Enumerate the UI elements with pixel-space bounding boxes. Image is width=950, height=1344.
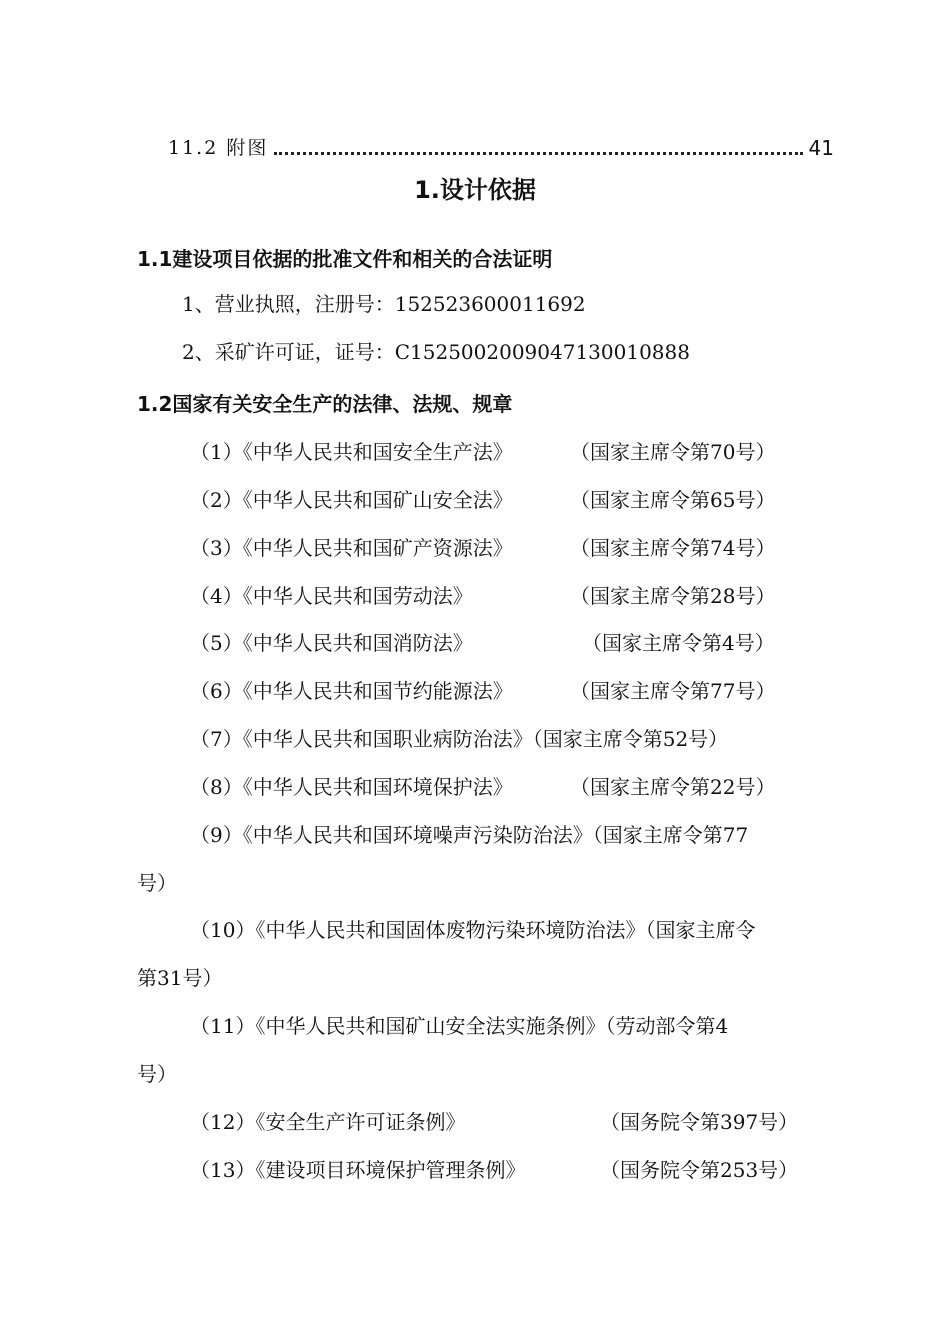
toc-label: 11.2 附图 <box>168 137 269 159</box>
mining-permit-item: 2、采矿许可证，证号：C1525002009047130010888 <box>182 340 690 364</box>
section-title: 1.设计依据 <box>414 176 536 204</box>
law-note: （国家主席令第22号） <box>570 775 776 799</box>
law-title: （3）《中华人民共和国矿产资源法》 <box>190 536 513 560</box>
law-title: （6）《中华人民共和国节约能源法》 <box>190 679 513 703</box>
law-item-3 <box>190 532 776 561</box>
law-note: （国家主席令第65号） <box>570 488 776 512</box>
law-title: （8）《中华人民共和国环境保护法》 <box>190 775 513 799</box>
law-item-5 <box>190 627 775 656</box>
law-item-11-line1: （11）《中华人民共和国矿山安全法实施条例》（劳动部令第4 <box>190 1014 729 1038</box>
regulation-item-13 <box>190 1154 799 1183</box>
subsection-heading-1-1: 1.1建设项目依据的批准文件和相关的合法证明 <box>137 247 553 271</box>
toc-page-number: 41 <box>808 136 834 160</box>
law-title: （4）《中华人民共和国劳动法》 <box>190 584 473 608</box>
regulation-note: （国务院令第253号） <box>600 1158 799 1182</box>
law-item-11-line2: 号） <box>137 1062 177 1086</box>
toc-entry[interactable] <box>168 132 834 160</box>
law-item-9-line2: 号） <box>137 871 177 895</box>
subsection-heading-1-2: 1.2国家有关安全生产的法律、法规、规章 <box>137 392 513 416</box>
law-title: （2）《中华人民共和国矿山安全法》 <box>190 488 513 512</box>
law-title: （5）《中华人民共和国消防法》 <box>190 631 473 655</box>
law-title: （7）《中华人民共和国职业病防治法》（国家主席令第52号） <box>190 727 729 751</box>
law-title: （1）《中华人民共和国安全生产法》 <box>190 440 513 464</box>
business-license-item: 1、营业执照，注册号：152523600011692 <box>182 292 586 316</box>
regulation-title: （13）《建设项目环境保护管理条例》 <box>190 1158 526 1182</box>
law-note: （国家主席令第70号） <box>570 440 776 464</box>
law-item-9-line1: （9）《中华人民共和国环境噪声污染防治法》（国家主席令第77 <box>190 823 749 847</box>
law-item-10-line2: 第31号） <box>137 966 223 990</box>
regulation-note: （国务院令第397号） <box>600 1110 799 1134</box>
law-note: （国家主席令第4号） <box>582 631 775 655</box>
law-item-8 <box>190 771 776 800</box>
law-item-1 <box>190 436 776 465</box>
law-item-2 <box>190 484 776 513</box>
regulation-title: （12）《安全生产许可证条例》 <box>190 1110 466 1134</box>
law-note: （国家主席令第74号） <box>570 536 776 560</box>
law-item-4 <box>190 580 776 609</box>
law-note: （国家主席令第77号） <box>570 679 776 703</box>
law-item-7 <box>190 723 728 752</box>
law-note: （国家主席令第28号） <box>570 584 776 608</box>
law-item-10-line1: （10）《中华人民共和国固体废物污染环境防治法》（国家主席令 <box>190 918 756 942</box>
regulation-item-12 <box>190 1106 799 1135</box>
toc-leader-dots <box>274 151 802 155</box>
law-item-6 <box>190 675 776 704</box>
